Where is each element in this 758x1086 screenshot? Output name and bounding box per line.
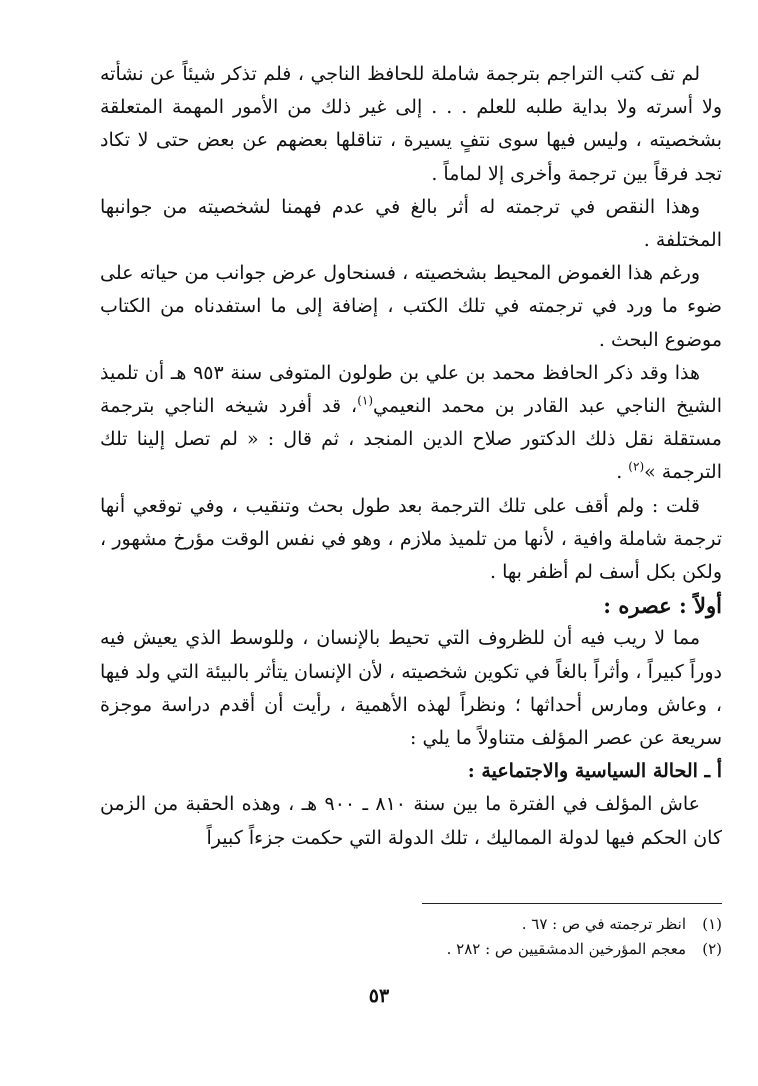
footnote-2-number: (٢) [702, 940, 722, 958]
paragraph-4-text-a: هذا وقد ذكر الحافظ محمد بن علي بن طولون المتوفى سنة ٩٥٣ هـ أن تلميذ الشيخ الناجي عبد القادر بن محمد النعيمي [100, 361, 723, 418]
paragraph-6: مما لا ريب فيه أن للظروف التي تحيط بالإنسان ، وللوسط الذي يعيش فيه دوراً كبيراً ، وأثراً بالغاً في تكوين شخصيته ، لأن الإنسان يتأثر بالبيئة التي ولد فيها ، وعاش ومارس أحداثها ؛ ونظراً لهذه الأهمية ، رأيت أن أقدم دراسة موجزة سريعة عن عصر المؤلف متناولاً ما يلي : [100, 627, 722, 750]
footnotes [300, 903, 722, 962]
footnote-ref-1[interactable]: (١) [357, 393, 374, 408]
paragraph-2: وهذا النقص في ترجمته له أثر بالغ في عدم فهمنا لشخصيته من جوانبها المختلفة . [100, 195, 722, 252]
page-number: ٥٣ [368, 985, 390, 1007]
paragraph-4-text-c: . [616, 461, 623, 484]
footnote-1 [300, 912, 722, 937]
footnote-ref-2[interactable]: (٢) [628, 460, 645, 475]
page-body [100, 58, 722, 855]
paragraph-5: قلت : ولم أقف على تلك الترجمة بعد طول بحث وتنقيب ، وفي توقعي أنها ترجمة شاملة وافية ، لأنها من تلميذ ملازم ، وهو في نفس الوقت مؤرخ مشهور ، ولكن بكل أسف لم أظفر بها . [100, 494, 722, 584]
footnote-1-number: (١) [702, 915, 722, 933]
paragraph-7: عاش المؤلف في الفترة ما بين سنة ٨١٠ ـ ٩٠٠ هـ ، وهذه الحقبة من الزمن كان الحكم فيها لدولة المماليك ، تلك الدولة التي حكمت جزءاً كبيراً [100, 793, 722, 849]
paragraph-3: ورغم هذا الغموض المحيط بشخصيته ، فسنحاول عرض جوانب من حياته على ضوء ما ورد في ترجمته في تلك الكتب ، إضافة إلى ما استفدناه من الكتاب موضوع البحث . [100, 262, 722, 351]
section-heading-era: أولاً : عصره : [603, 593, 722, 619]
footnote-divider [422, 903, 722, 904]
footnote-2 [300, 937, 722, 962]
footnote-2-text: معجم المؤرخين الدمشقيين ص : ٢٨٢ . [446, 940, 686, 958]
footnote-1-text: انظر ترجمته في ص : ٦٧ . [521, 915, 686, 933]
paragraph-1: لم تف كتب التراجم بترجمة شاملة للحافظ الناجي ، فلم تذكر شيئاً عن نشأته ولا أسرته ولا بداية طلبه للعلم . . . إلى غير ذلك من الأمور المهمة المتعلقة بشخصيته ، وليس فيها سوى نتفٍ يسيرة ، تناقلها بعضهم عن بعض حتى لا تكاد تجد فرقاً بين ترجمة وأخرى إلا لماماً . [100, 63, 722, 185]
paragraph-4 [100, 357, 722, 490]
paragraph-4-text-b: ، قد أفرد شيخه الناجي بترجمة مستقلة نقل ذلك الدكتور صلاح الدين المنجد ، ثم قال : « لم تصل إلينا تلك الترجمة » [100, 395, 722, 484]
subheading-political-social: أ ـ الحالة السياسية والاجتماعية : [467, 760, 722, 783]
